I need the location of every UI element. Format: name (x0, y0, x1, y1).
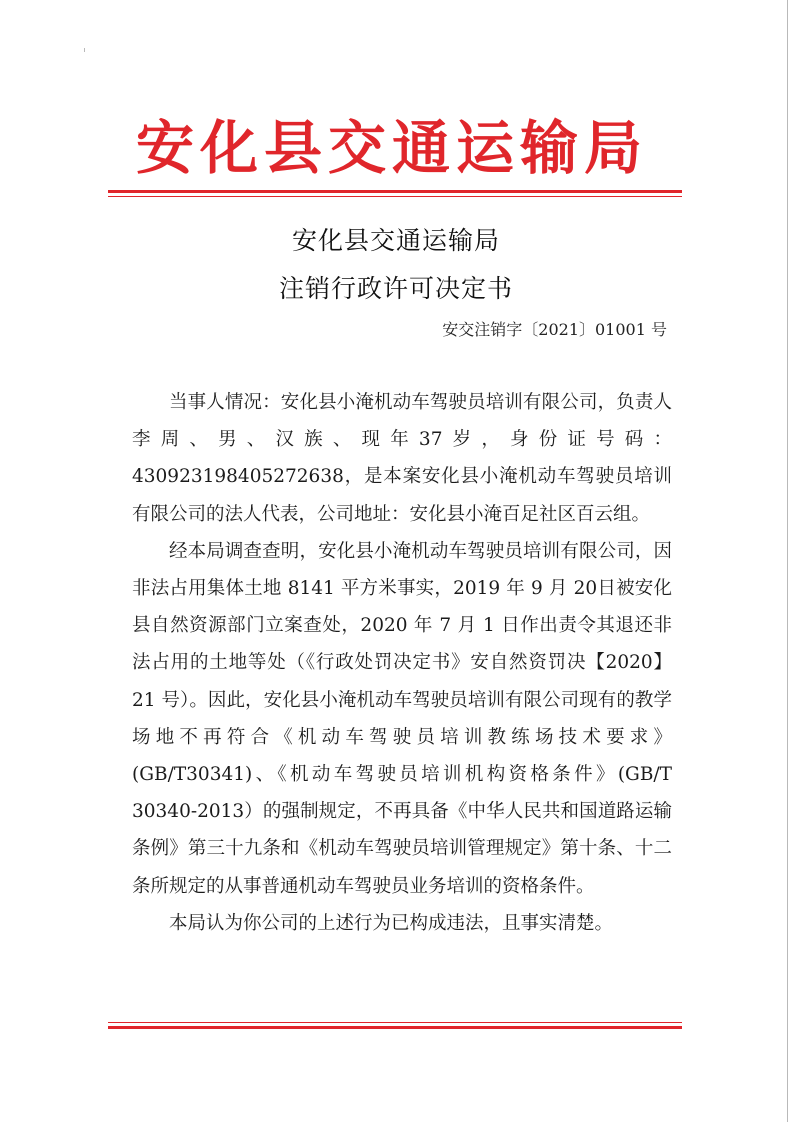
letterhead-rule-thick (108, 190, 682, 193)
document-title-line1: 安化县交通运输局 (291, 226, 500, 255)
document-number: 安交注销字〔2021〕01001 号 (442, 320, 667, 339)
letterhead-title: 安化县交通运输局 (135, 114, 648, 182)
scan-speck (84, 48, 85, 52)
footer-rule-thin (108, 1022, 682, 1023)
letterhead-rule-thin (108, 196, 682, 197)
body-paragraph-conclusion: 本局认为你公司的上述行为已构成违法，且事实清楚。 (169, 912, 614, 934)
body-paragraph-findings: 经本局调查查明，安化县小淹机动车驾驶员培训有限公司，因非法占用集体土地 8141 平方米事实，2019 年 9 月 20日被安化县自然资源部门立案查处，2020 年 7 月 1 日作出责令其退还非法占用的土地等处（《行政处罚决定书》安自然资罚决【2020】21 号）。因此，安化县小淹机动车驾驶员培训有限公司现有的教学场地不再符合《机动车驾驶员培训教练场技术要求》(GB/T30341)、《机动车驾驶员培训机构资格条件》(GB/T 30340-2013）的强制规定，不再具备《中华人民共和国道路运输条例》第三十九条和《机动车驾驶员培训管理规定》第十条、十二条所规定的从事普通机动车驾驶员业务培训的资格条件。 (132, 540, 672, 897)
document-title-line2: 注销行政许可决定书 (278, 274, 513, 303)
document-body (132, 384, 672, 942)
body-paragraph-party: 当事人情况：安化县小淹机动车驾驶员培训有限公司，负责人李周、男、汉族、现年37岁，身份证号码：430923198405272638，是本案安化县小淹机动车驾驶员培训有限公司的法人代表，公司地址：安化县小淹百足社区百云组。 (132, 392, 672, 525)
scan-edge-line (787, 0, 788, 1122)
footer-rule-thick (108, 1026, 682, 1029)
